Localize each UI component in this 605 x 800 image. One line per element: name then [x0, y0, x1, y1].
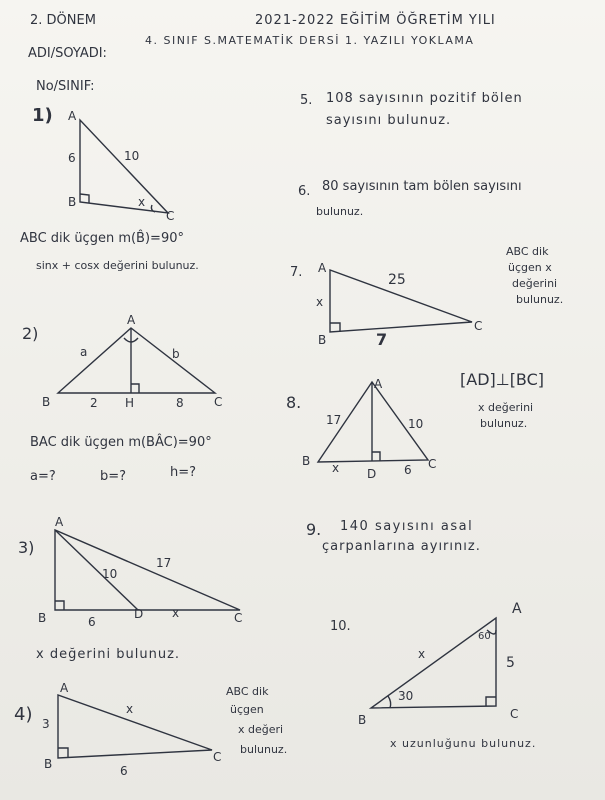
- q4-side-bc: 6: [120, 764, 128, 778]
- q3-text: x değerini bulunuz.: [36, 647, 181, 662]
- q7-side-bc: 7: [376, 330, 388, 349]
- q8-segment-dc: 6: [404, 463, 412, 477]
- q7-vertex-a: A: [318, 261, 327, 275]
- q2-ask-h: h=?: [170, 465, 197, 480]
- q4-side-ac: x: [126, 702, 134, 716]
- q10-number: 10.: [330, 619, 351, 634]
- q1-text-1: ABC dik üçgen m(B̂)=90°: [20, 231, 184, 246]
- q4-note-1: ABC dik: [226, 685, 269, 698]
- q7-number: 7.: [290, 265, 303, 280]
- q2-segment-hc: 8: [176, 396, 184, 410]
- q3-vertex-a: A: [55, 515, 64, 529]
- q2-text-1: BAC dik üçgen m(BÂC)=90°: [30, 435, 212, 450]
- q1-side-ab: 6: [68, 151, 76, 165]
- q7-note-3: değerini: [512, 277, 558, 290]
- q4-note-2: üçgen: [230, 703, 264, 716]
- q5-text-2: sayısını bulunuz.: [326, 113, 452, 128]
- q7-vertex-b: B: [318, 333, 327, 347]
- q8-point-d: D: [367, 467, 377, 481]
- q3-number: 3): [18, 538, 35, 557]
- q1-text-2: sinx + cosx değerini bulunuz.: [36, 259, 199, 272]
- q1-side-ac: 10: [124, 149, 140, 163]
- q3-side-ac: 17: [156, 556, 172, 570]
- q10-side-ac: 5: [506, 655, 515, 671]
- q8-segment-bd: x: [332, 461, 340, 475]
- q4-note-4: bulunuz.: [240, 743, 288, 756]
- q1-angle-x: x: [138, 195, 146, 209]
- q3-vertex-c: C: [234, 611, 243, 625]
- q6-text-1: 80 sayısının tam bölen sayısını: [322, 179, 522, 194]
- q8-vertex-b: B: [302, 454, 311, 468]
- q1-number: 1): [32, 105, 53, 126]
- q1-vertex-a: A: [68, 109, 77, 123]
- q8-vertex-a: A: [374, 377, 383, 391]
- q7-side-ab: x: [316, 295, 324, 309]
- q2-number: 2): [22, 324, 39, 343]
- term-label: 2. DÖNEM: [30, 13, 96, 28]
- q6-text-2: bulunuz.: [316, 205, 364, 218]
- number-class-label: No/SINIF:: [36, 79, 95, 94]
- q4-vertex-a: A: [60, 681, 69, 695]
- q10-vertex-a: A: [512, 601, 522, 617]
- q10-angle-b: 30: [398, 689, 414, 703]
- q4-note-3: x değeri: [238, 723, 284, 736]
- q2-vertex-b: B: [42, 395, 51, 409]
- q4-vertex-b: B: [44, 757, 53, 771]
- q8-side-ac: 10: [408, 417, 424, 431]
- q9-number: 9.: [306, 520, 322, 539]
- q8-note-2: x değerini: [478, 401, 534, 414]
- q2-segment-bh: 2: [90, 396, 98, 410]
- q5-text-1: 108 sayısının pozitif bölen: [326, 91, 523, 106]
- q4-side-ab: 3: [42, 717, 50, 731]
- q2-vertex-c: C: [214, 395, 223, 409]
- q7-note-1: ABC dik: [506, 245, 549, 258]
- q7-vertex-c: C: [474, 319, 483, 333]
- q8-number: 8.: [286, 393, 302, 412]
- q6-number: 6.: [298, 184, 311, 199]
- q2-side-a: a: [80, 345, 88, 359]
- q10-side-ab: x: [418, 647, 426, 661]
- q10-vertex-b: B: [358, 713, 367, 727]
- q8-note-1: [AD]⊥[BC]: [460, 370, 545, 389]
- q10-vertex-c: C: [510, 707, 519, 721]
- q5-number: 5.: [300, 93, 313, 108]
- q10-text: x uzunluğunu bulunuz.: [390, 737, 537, 750]
- exam-title: 4. SINIF S.MATEMATİK DERSİ 1. YAZILI YOKLAMA: [145, 34, 475, 47]
- q7-note-2: üçgen x: [508, 261, 552, 274]
- q2-side-b: b: [172, 347, 180, 361]
- q8-note-3: bulunuz.: [480, 417, 528, 430]
- q1-vertex-c: C: [166, 209, 175, 223]
- q8-side-ab: 17: [326, 413, 342, 427]
- q1-vertex-b: B: [68, 195, 77, 209]
- q2-foot-h: H: [125, 396, 135, 410]
- q9-text-2: çarpanlarına ayırınız.: [322, 539, 481, 554]
- q3-vertex-b: B: [38, 611, 47, 625]
- q10-angle-a: 60: [478, 631, 491, 642]
- q8-vertex-c: C: [428, 457, 437, 471]
- q3-segment-dc: x: [172, 606, 180, 620]
- q2-ask-a: a=?: [30, 469, 56, 484]
- q9-text-1: 140 sayısını asal: [340, 519, 474, 534]
- q3-segment-bd: 6: [88, 615, 96, 629]
- q2-vertex-a: A: [127, 313, 136, 327]
- q7-note-4: bulunuz.: [516, 293, 564, 306]
- q2-ask-b: b=?: [100, 469, 127, 484]
- q3-segment-ad: 10: [102, 567, 118, 581]
- q4-vertex-c: C: [213, 750, 222, 764]
- q3-point-d: D: [134, 607, 144, 621]
- q7-side-ac: 25: [388, 272, 406, 288]
- name-label: ADI/SOYADI:: [28, 46, 107, 61]
- q4-number: 4): [14, 704, 33, 725]
- school-year: 2021-2022 EĞİTİM ÖĞRETİM YILI: [255, 13, 496, 28]
